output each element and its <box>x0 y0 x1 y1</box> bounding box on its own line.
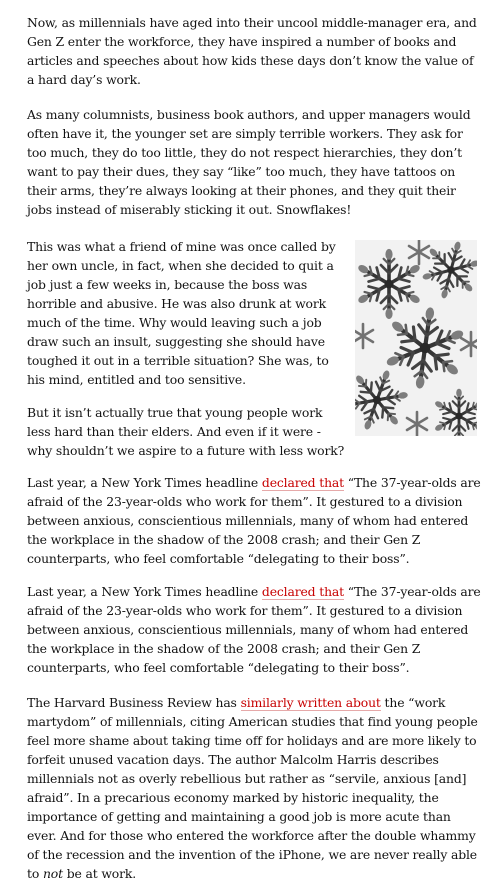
declared-that-link-2[interactable]: declared that <box>261 584 344 599</box>
paragraph-7: The Harvard Business Review has similarly written about the “work martydom” of millennials, citing American studies that find young people feel more shame about taking time off for holidays and are more likely to forfeit unused vacation days. The author Malcolm Harris describes millennials not as overly rebellious but rather as “servile, anxious [and] afraid”. In a precarious economy marked by historic inequality, the importance of getting and maintaining a good job is more acute than ever. And for those who entered the workforce after the double whammy of the recession and the invention of the iPhone, we are never really able to not be at work. <box>27 695 478 881</box>
snowflake-pattern-icon <box>355 240 477 436</box>
paragraph-2: As many columnists, business book authors, and upper managers would often have it, the younger set are simply terrible workers. They ask for too much, they do too little, they do not respect hierarchies, they don’t want to pay their dues, they say “like” too much, they have tattoos on their arms, they’re always looking at their phones, and they quit their jobs instead of miserably sticking it out. Snowflakes! <box>27 107 471 217</box>
snowflake-illustration <box>355 240 477 436</box>
paragraph-4: But it isn’t actually true that young people work less hard than their elders. And even if it were - why shouldn’t we aspire to a future with less work? <box>27 405 345 458</box>
paragraph-6: Last year, a New York Times headline declared that “The 37-year-olds are afraid of the 23-year-olds who work for them”. It gestured to a division between anxious, conscientious millennials, many of whom had entered the workplace in the shadow of the 2008 crash; and their Gen Z counterparts, who feel comfortable “delegating to their boss”. <box>27 584 481 675</box>
paragraph-block-with-illustration <box>27 237 483 460</box>
declared-that-link[interactable]: declared that <box>261 475 344 490</box>
similarly-written-about-link[interactable]: similarly written about <box>240 695 381 710</box>
paragraph-3: This was what a friend of mine was once called by her own uncle, in fact, when she decided to quit a job just a few weeks in, because the boss was horrible and abusive. He was also drunk at work much of the time. Why would leaving such a job draw such an insult, suggesting she should have toughed it out in a terrible situation? She was, to his mind, entitled and too sensitive. <box>27 239 336 387</box>
paragraph-5: Last year, a New York Times headline declared that “The 37-year-olds are afraid of the 23-year-olds who work for them”. It gestured to a division between anxious, conscientious millennials, many of whom had entered the workplace in the shadow of the 2008 crash; and their Gen Z counterparts, who feel comfortable “delegating to their boss”. <box>27 475 481 566</box>
paragraph-1: Now, as millennials have aged into their uncool middle-manager era, and Gen Z enter the workforce, they have inspired a number of books and articles and speeches about how kids these days don’t know the value of a hard day’s work. <box>27 15 477 87</box>
text-column <box>27 237 345 460</box>
emphasis-not: not <box>42 866 63 881</box>
